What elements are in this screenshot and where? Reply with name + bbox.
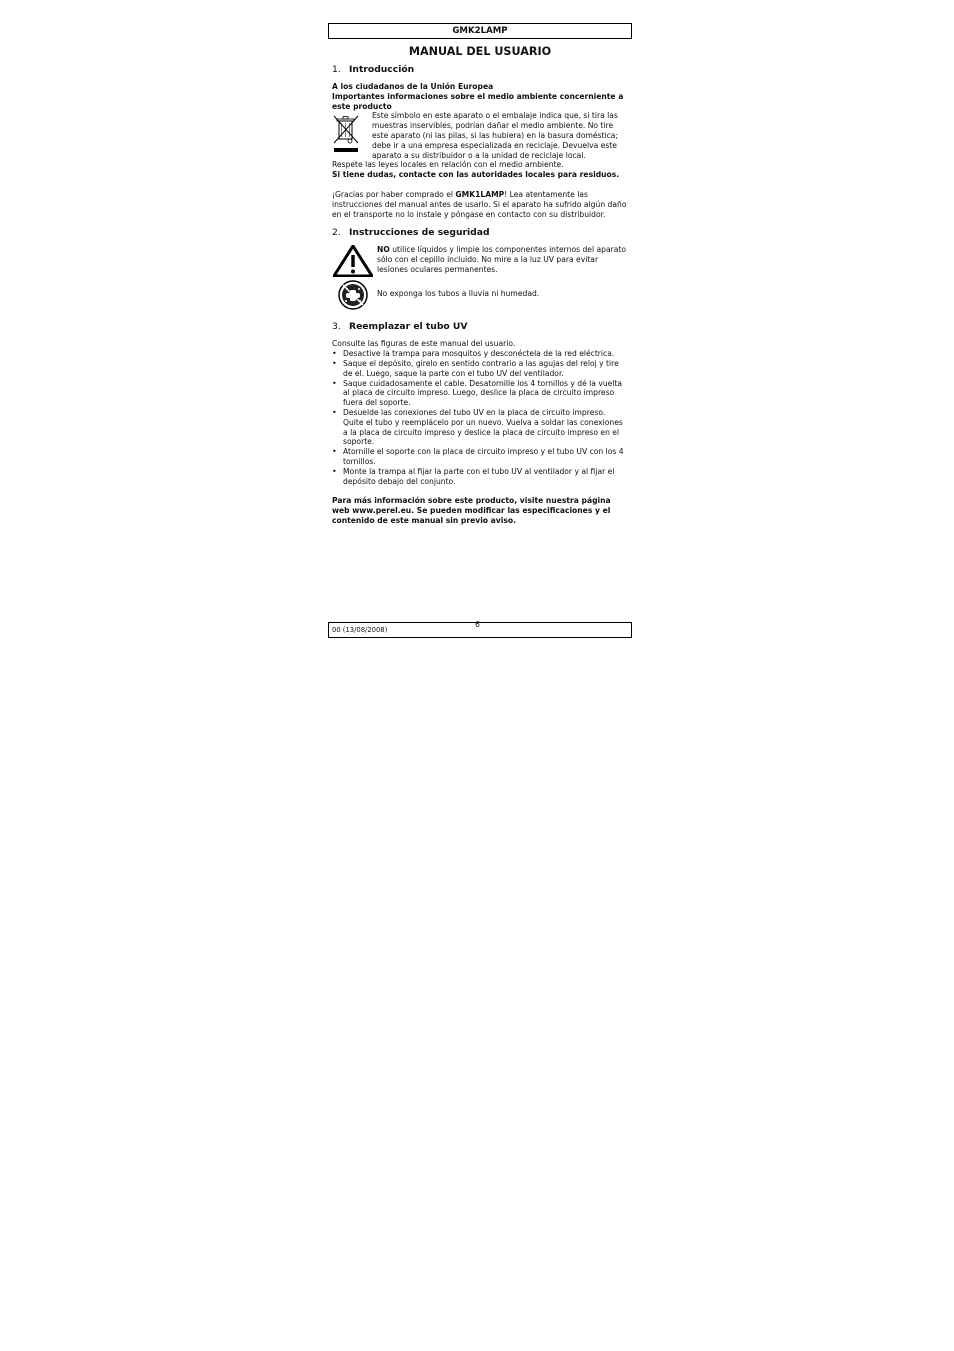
section-title: Instrucciones de seguridad	[349, 227, 490, 239]
replace-intro: Consulte las figuras de este manual del usuario.	[332, 339, 516, 349]
list-item: • Monte la trampa al fijar la parte con el tubo UV al ventilador y al fijar el depósito debajo del conjunto.	[332, 467, 628, 487]
eu-heading-1: A los ciudadanos de la Unión Europea	[332, 82, 494, 91]
eu-heading-2: Importantes informaciones sobre el medio ambiente concerniente a este producto	[332, 91, 624, 111]
no-rain-icon	[338, 280, 368, 310]
section-heading-safety	[332, 227, 632, 239]
warning-text	[374, 245, 628, 274]
closing-note: Para más información sobre este producto, visite nuestra página web www.perel.eu. Se pueden modificar las especificaciones y el contenido de este manual sin previo aviso.	[332, 496, 611, 525]
page-footer	[328, 622, 632, 638]
introduction-content	[328, 82, 632, 219]
manual-page	[328, 23, 632, 526]
thanks-model: GMK1LAMP	[455, 189, 505, 199]
respect-text: Respete las leyes locales en relación con el medio ambiente.	[332, 160, 564, 170]
page-title: MANUAL DEL USUARIO	[408, 45, 552, 58]
list-item: • Atornille el soporte con la placa de circuito impreso y el tubo UV con los 4 tornillos.	[332, 447, 628, 467]
crossed-out-bin-icon	[332, 114, 360, 154]
list-item: • Desuelde las conexiones del tubo UV en la placa de circuito impreso. Quite el tubo y reemplácelo por un nuevo. Vuelva a soldar las conexiones a la placa de circuito impreso y deslice la placa de circuito impreso en el soporte.	[332, 408, 628, 447]
section-number: 2.	[332, 227, 341, 239]
rain-text: No exponga los tubos a lluvia ni humedad.	[377, 289, 540, 299]
replace-tube-content	[328, 339, 632, 525]
section-heading-introduction	[332, 64, 632, 76]
model-header	[328, 23, 632, 39]
page-number: 6	[475, 620, 480, 629]
version-date: 00 (13/08/2008)	[332, 626, 388, 634]
rain-row	[332, 280, 628, 310]
warning-triangle-icon	[333, 245, 373, 277]
list-item: • Saque cuidadosamente el cable. Desatornille los 4 tornillos y dé la vuelta al placa de circuito impreso. Luego, deslice la placa de circuito impreso fuera del soporte.	[332, 379, 628, 408]
thanks-paragraph	[332, 190, 628, 219]
warning-body: utilice líquidos y limpie los componentes internos del aparato sólo con el cepillo incluido. No mire a la luz UV para evitar lesiones oculares permanentes.	[377, 245, 627, 274]
model-name: GMK2LAMP	[452, 26, 508, 36]
replace-steps-list	[332, 349, 628, 486]
warning-row	[332, 245, 628, 277]
safety-content	[328, 245, 632, 310]
list-item: • Saque el depósito, gírelo en sentido contrario a las agujas del reloj y tire de el. Luego, saque la parte con el tubo UV del ventilador.	[332, 359, 628, 379]
doubt-text: Si tiene dudas, contacte con las autoridades locales para residuos.	[332, 170, 620, 180]
section-number: 3.	[332, 321, 341, 333]
section-title: Introducción	[349, 64, 415, 75]
weee-text: Este símbolo en este aparato o el embalaje indica que, si tira las muestras inservibles, podrían dañar el medio ambiente. No tire este aparato (ni las pilas, si las hubiera) en la basura doméstica; debe ir a una empresa especializada en reciclaje. Devuelva este aparato a su distribuidor o a la unidad de reciclaje local.	[372, 111, 619, 160]
warning-strong: NO	[377, 245, 390, 255]
section-heading-replace-tube	[332, 321, 632, 333]
list-item: • Desactive la trampa para mosquitos y desconéctela de la red eléctrica.	[332, 349, 628, 359]
thanks-post: ! Lea atentamente las instrucciones del manual antes de usarlo. Si el aparato ha sufrido algún daño en el transporte no lo instale y póngase en contacto con su distribuidor.	[332, 189, 627, 219]
thanks-pre: ¡Gracias por haber comprado el	[332, 189, 456, 199]
section-title: Reemplazar el tubo UV	[349, 321, 468, 333]
section-number: 1.	[332, 64, 341, 75]
